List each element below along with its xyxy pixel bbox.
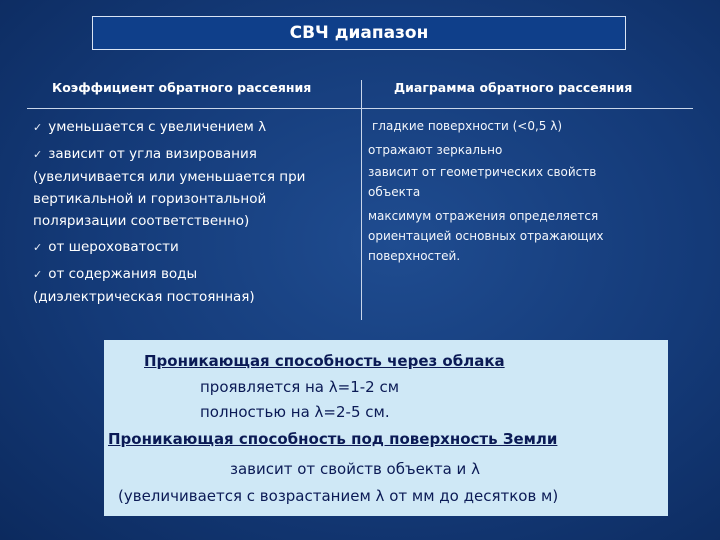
list-item-continuation: вертикальной и горизонтальной [33, 191, 267, 207]
right-item: поверхностей. [368, 249, 461, 263]
list-item-continuation: (диэлектрическая постоянная) [33, 289, 255, 305]
panel-heading-clouds: Проникающая способность через облака [144, 352, 505, 370]
check-icon: ✓ [33, 241, 43, 254]
panel-line: полностью на λ=2-5 см. [200, 403, 390, 421]
list-item-continuation: (увеличивается или уменьшается при [33, 169, 306, 185]
slide-title-text: СВЧ диапазон [289, 23, 429, 43]
list-item [33, 236, 363, 259]
list-item-text: зависит от угла визирования [48, 146, 257, 162]
left-column-header: Коэффициент обратного рассеяния [52, 80, 312, 95]
list-item [33, 263, 363, 286]
list-item-text: уменьшается с увеличением λ [48, 119, 267, 135]
list-item-continuation: поляризации соответственно) [33, 213, 250, 229]
list-item [33, 116, 363, 139]
right-column [368, 116, 698, 266]
slide-title [92, 16, 626, 50]
list-item [33, 143, 363, 166]
right-column-header: Диаграмма обратного рассеяния [394, 80, 633, 95]
right-item: зависит от геометрических свойств [368, 165, 597, 179]
panel-heading-ground: Проникающая способность под поверхность Земли [108, 430, 558, 448]
left-column [33, 116, 363, 308]
check-icon: ✓ [33, 148, 43, 161]
list-item-text: от содержания воды [48, 266, 198, 282]
panel-line: зависит от свойств объекта и λ [230, 460, 480, 478]
right-item: объекта [368, 185, 421, 199]
list-item-text: от шероховатости [48, 239, 179, 255]
check-icon: ✓ [33, 121, 43, 134]
panel-line: (увеличивается с возрастанием λ от мм до десятков м) [118, 487, 559, 505]
right-item: гладкие поверхности (<0,5 λ) [372, 119, 563, 133]
penetration-panel [104, 340, 668, 516]
header-divider [27, 108, 693, 109]
check-icon: ✓ [33, 268, 43, 281]
panel-line: проявляется на λ=1-2 см [200, 378, 400, 396]
right-item: отражают зеркально [368, 143, 503, 157]
right-item: ориентацией основных отражающих [368, 229, 604, 243]
right-item: максимум отражения определяется [368, 209, 599, 223]
